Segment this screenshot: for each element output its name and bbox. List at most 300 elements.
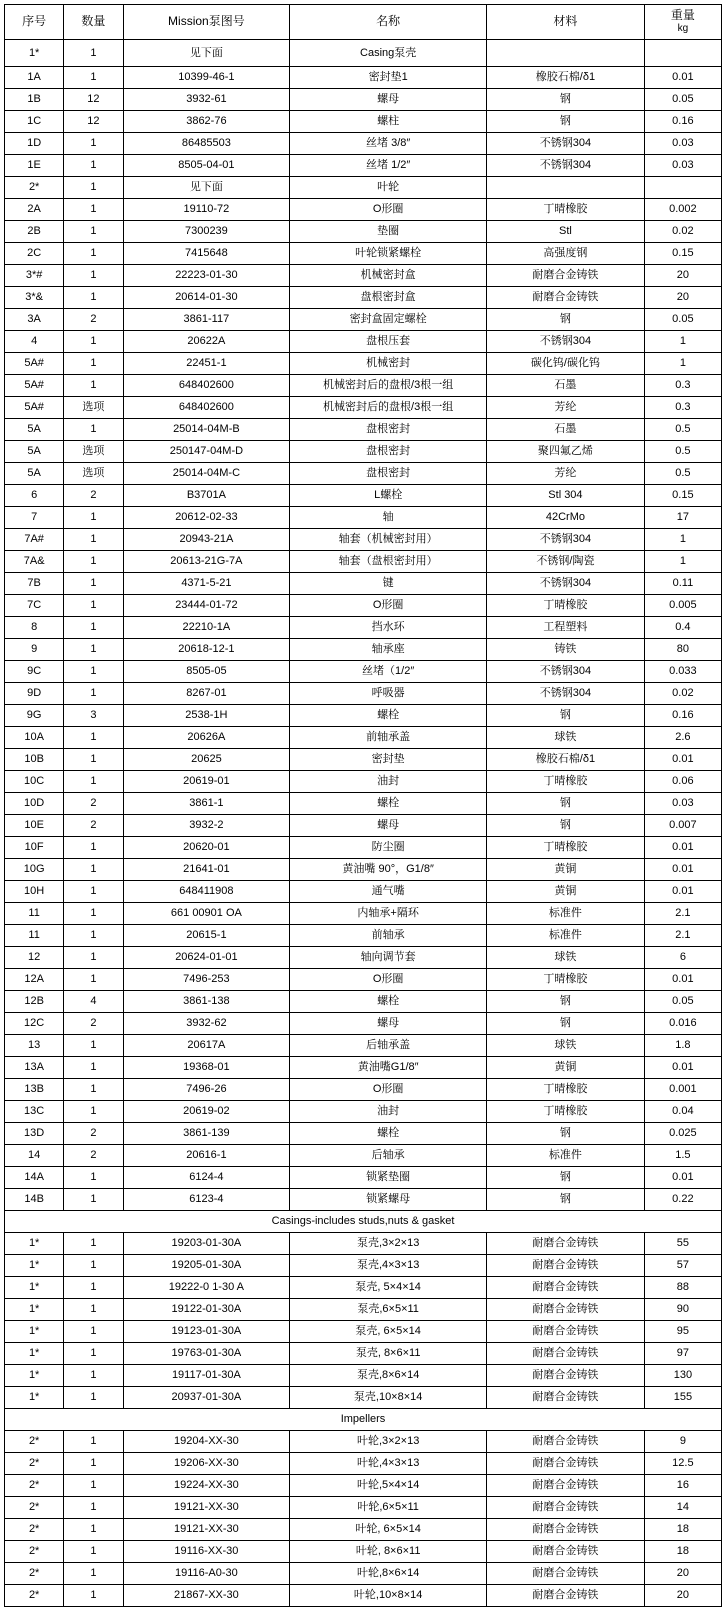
cell-weight: 0.016	[644, 1013, 721, 1035]
cell-name: 轴套（机械密封用）	[290, 529, 487, 551]
cell-no: 10C	[5, 771, 64, 793]
cell-name: 泵壳,3×2×13	[290, 1233, 487, 1255]
cell-material: Stl	[487, 221, 645, 243]
cell-material	[487, 177, 645, 199]
table-row	[5, 441, 722, 463]
cell-weight: 88	[644, 1277, 721, 1299]
table-row	[5, 309, 722, 331]
cell-no: 2*	[5, 1519, 64, 1541]
cell-name: O形圈	[290, 1079, 487, 1101]
cell-material: 聚四氟乙烯	[487, 441, 645, 463]
cell-material: 橡胶石棉/δ1	[487, 749, 645, 771]
cell-qty: 1	[64, 1475, 123, 1497]
cell-name: O形圈	[290, 199, 487, 221]
cell-no: 13B	[5, 1079, 64, 1101]
cell-no: 1D	[5, 133, 64, 155]
cell-name: 黄油嘴 90°，G1/8″	[290, 859, 487, 881]
cell-part-no: 648402600	[123, 375, 290, 397]
cell-name: 轴套（盘根密封用）	[290, 551, 487, 573]
cell-no: 5A#	[5, 353, 64, 375]
cell-part-no: 25014-04M-B	[123, 419, 290, 441]
table-row	[5, 1497, 722, 1519]
table-row	[5, 595, 722, 617]
cell-weight	[644, 40, 721, 67]
cell-no: 5A	[5, 441, 64, 463]
table-row	[5, 1101, 722, 1123]
table-row	[5, 1365, 722, 1387]
cell-name: 密封盒固定螺栓	[290, 309, 487, 331]
cell-no: 1*	[5, 1365, 64, 1387]
cell-no: 9C	[5, 661, 64, 683]
cell-part-no: 20620-01	[123, 837, 290, 859]
cell-material: 标准件	[487, 1145, 645, 1167]
header-cell-name: 名称	[290, 5, 487, 40]
cell-weight: 1.5	[644, 1145, 721, 1167]
cell-name: 泵壳, 5×4×14	[290, 1277, 487, 1299]
cell-name: 轴	[290, 507, 487, 529]
table-row	[5, 1343, 722, 1365]
table-row	[5, 1387, 722, 1409]
cell-material: 丁晴橡胶	[487, 1079, 645, 1101]
cell-qty: 1	[64, 375, 123, 397]
table-row	[5, 331, 722, 353]
cell-weight: 0.05	[644, 991, 721, 1013]
cell-name: 机械密封	[290, 353, 487, 375]
cell-part-no: 19121-XX-30	[123, 1519, 290, 1541]
cell-weight: 17	[644, 507, 721, 529]
table-row	[5, 815, 722, 837]
cell-no: 12B	[5, 991, 64, 1013]
section-row	[5, 1211, 722, 1233]
cell-material: 耐磨合金铸铁	[487, 1453, 645, 1475]
cell-qty: 1	[64, 1519, 123, 1541]
cell-qty: 1	[64, 265, 123, 287]
cell-qty: 3	[64, 705, 123, 727]
cell-qty: 1	[64, 1189, 123, 1211]
cell-name: 键	[290, 573, 487, 595]
cell-material: 黄铜	[487, 881, 645, 903]
cell-weight: 0.16	[644, 705, 721, 727]
cell-name: 螺栓	[290, 705, 487, 727]
cell-part-no: 21867-XX-30	[123, 1585, 290, 1607]
cell-qty: 1	[64, 1497, 123, 1519]
cell-qty: 1	[64, 40, 123, 67]
cell-material: 不锈钢304	[487, 573, 645, 595]
table-row	[5, 507, 722, 529]
cell-name: 泵壳, 8×6×11	[290, 1343, 487, 1365]
table-row	[5, 529, 722, 551]
cell-material: 耐磨合金铸铁	[487, 1585, 645, 1607]
cell-weight: 18	[644, 1519, 721, 1541]
cell-part-no: 7496-26	[123, 1079, 290, 1101]
cell-name: 后轴承盖	[290, 1035, 487, 1057]
cell-qty: 1	[64, 529, 123, 551]
cell-part-no: 20625	[123, 749, 290, 771]
cell-no: 7A#	[5, 529, 64, 551]
cell-part-no: 22210-1A	[123, 617, 290, 639]
cell-weight: 0.5	[644, 441, 721, 463]
cell-part-no: 19204-XX-30	[123, 1431, 290, 1453]
table-row	[5, 1189, 722, 1211]
cell-part-no: 3932-61	[123, 89, 290, 111]
cell-part-no: 20615-1	[123, 925, 290, 947]
cell-weight: 0.01	[644, 969, 721, 991]
cell-material: 钢	[487, 89, 645, 111]
cell-material: 工程塑料	[487, 617, 645, 639]
cell-no: 13C	[5, 1101, 64, 1123]
cell-material: 耐磨合金铸铁	[487, 1233, 645, 1255]
cell-material: 丁晴橡胶	[487, 1101, 645, 1123]
cell-no: 2C	[5, 243, 64, 265]
cell-weight: 0.5	[644, 463, 721, 485]
cell-qty: 1	[64, 1365, 123, 1387]
cell-part-no: 250147-04M-D	[123, 441, 290, 463]
table-row	[5, 1057, 722, 1079]
table-row	[5, 1255, 722, 1277]
cell-material: 橡胶石棉/δ1	[487, 67, 645, 89]
cell-no: 2*	[5, 1453, 64, 1475]
cell-no: 3A	[5, 309, 64, 331]
section-title: Impellers	[5, 1409, 722, 1431]
cell-part-no: 20612-02-33	[123, 507, 290, 529]
cell-name: 防尘圈	[290, 837, 487, 859]
cell-qty: 1	[64, 1563, 123, 1585]
cell-weight: 0.01	[644, 1167, 721, 1189]
cell-material: 钢	[487, 991, 645, 1013]
cell-no: 1A	[5, 67, 64, 89]
cell-material: 标准件	[487, 903, 645, 925]
cell-weight: 0.22	[644, 1189, 721, 1211]
cell-name: 叶轮,6×5×11	[290, 1497, 487, 1519]
table-row	[5, 353, 722, 375]
cell-no: 2*	[5, 177, 64, 199]
table-row	[5, 837, 722, 859]
cell-weight: 2.1	[644, 903, 721, 925]
cell-no: 9G	[5, 705, 64, 727]
cell-no: 13	[5, 1035, 64, 1057]
cell-weight: 0.05	[644, 89, 721, 111]
table-row	[5, 243, 722, 265]
cell-part-no: 20619-02	[123, 1101, 290, 1123]
cell-no: 1*	[5, 1299, 64, 1321]
cell-material: 钢	[487, 1123, 645, 1145]
table-row	[5, 67, 722, 89]
cell-qty: 1	[64, 1453, 123, 1475]
cell-no: 1*	[5, 1255, 64, 1277]
cell-name: 盘根密封盒	[290, 287, 487, 309]
cell-material: 钢	[487, 111, 645, 133]
cell-no: 2A	[5, 199, 64, 221]
cell-weight: 14	[644, 1497, 721, 1519]
cell-no: 11	[5, 903, 64, 925]
cell-material: 球铁	[487, 1035, 645, 1057]
cell-part-no: 20937-01-30A	[123, 1387, 290, 1409]
cell-name: 丝堵（1/2″	[290, 661, 487, 683]
cell-material: 不锈钢304	[487, 529, 645, 551]
cell-weight: 1	[644, 529, 721, 551]
cell-qty: 2	[64, 793, 123, 815]
cell-part-no: 3862-76	[123, 111, 290, 133]
cell-qty: 1	[64, 1255, 123, 1277]
cell-weight: 0.001	[644, 1079, 721, 1101]
cell-no: 9	[5, 639, 64, 661]
table-row	[5, 89, 722, 111]
cell-part-no: 6124-4	[123, 1167, 290, 1189]
cell-material: 钢	[487, 1189, 645, 1211]
table-row	[5, 1233, 722, 1255]
cell-no: 3*#	[5, 265, 64, 287]
cell-name: 泵壳,6×5×11	[290, 1299, 487, 1321]
cell-part-no: 3861-117	[123, 309, 290, 331]
cell-name: L螺栓	[290, 485, 487, 507]
cell-name: 通气嘴	[290, 881, 487, 903]
cell-material: 耐磨合金铸铁	[487, 287, 645, 309]
cell-material: 钢	[487, 815, 645, 837]
cell-material: 铸铁	[487, 639, 645, 661]
cell-part-no: 19117-01-30A	[123, 1365, 290, 1387]
cell-part-no: 见下面	[123, 40, 290, 67]
cell-part-no: 3932-62	[123, 1013, 290, 1035]
table-row	[5, 1321, 722, 1343]
cell-no: 11	[5, 925, 64, 947]
cell-weight: 0.16	[644, 111, 721, 133]
cell-qty: 1	[64, 419, 123, 441]
cell-weight: 0.4	[644, 617, 721, 639]
cell-material: 钢	[487, 1013, 645, 1035]
cell-material: 不锈钢304	[487, 661, 645, 683]
cell-no: 12	[5, 947, 64, 969]
table-row	[5, 947, 722, 969]
cell-no: 13D	[5, 1123, 64, 1145]
table-row	[5, 1475, 722, 1497]
cell-part-no: 661 00901 OA	[123, 903, 290, 925]
cell-part-no: 2538-1H	[123, 705, 290, 727]
cell-qty: 1	[64, 551, 123, 573]
cell-no: 2*	[5, 1497, 64, 1519]
cell-part-no: 7496-253	[123, 969, 290, 991]
cell-qty: 1	[64, 1321, 123, 1343]
cell-name: 盘根密封	[290, 441, 487, 463]
cell-part-no: 20626A	[123, 727, 290, 749]
cell-qty: 1	[64, 727, 123, 749]
cell-qty: 1	[64, 661, 123, 683]
cell-part-no: 20617A	[123, 1035, 290, 1057]
table-row	[5, 1145, 722, 1167]
cell-name: 螺母	[290, 1013, 487, 1035]
cell-no: 10E	[5, 815, 64, 837]
cell-weight: 0.025	[644, 1123, 721, 1145]
cell-part-no: 23444-01-72	[123, 595, 290, 617]
cell-weight: 20	[644, 287, 721, 309]
cell-part-no: 8267-01	[123, 683, 290, 705]
cell-no: 2*	[5, 1431, 64, 1453]
cell-no: 7A&	[5, 551, 64, 573]
cell-name: 密封垫	[290, 749, 487, 771]
table-row	[5, 661, 722, 683]
cell-no: 1*	[5, 1343, 64, 1365]
cell-qty: 选项	[64, 441, 123, 463]
cell-name: 叶轮,10×8×14	[290, 1585, 487, 1607]
cell-qty: 1	[64, 243, 123, 265]
cell-weight: 0.15	[644, 485, 721, 507]
cell-name: 叶轮,3×2×13	[290, 1431, 487, 1453]
cell-qty: 选项	[64, 463, 123, 485]
cell-name: 垫圈	[290, 221, 487, 243]
cell-material: 耐磨合金铸铁	[487, 1321, 645, 1343]
cell-material: 不锈钢304	[487, 331, 645, 353]
cell-name: 盘根密封	[290, 419, 487, 441]
parts-table	[4, 4, 722, 1607]
cell-name: 机械密封后的盘根/3根一组	[290, 375, 487, 397]
cell-no: 7B	[5, 573, 64, 595]
cell-part-no: 3861-1	[123, 793, 290, 815]
cell-no: 10B	[5, 749, 64, 771]
cell-no: 10H	[5, 881, 64, 903]
cell-qty: 1	[64, 1299, 123, 1321]
cell-no: 2*	[5, 1541, 64, 1563]
cell-part-no: 20613-21G-7A	[123, 551, 290, 573]
cell-qty: 1	[64, 221, 123, 243]
cell-qty: 1	[64, 837, 123, 859]
cell-weight: 2.6	[644, 727, 721, 749]
cell-material: 耐磨合金铸铁	[487, 1299, 645, 1321]
cell-no: 8	[5, 617, 64, 639]
cell-qty: 12	[64, 89, 123, 111]
cell-no: 10D	[5, 793, 64, 815]
cell-part-no: 3861-139	[123, 1123, 290, 1145]
cell-name: 油封	[290, 771, 487, 793]
cell-no: 7	[5, 507, 64, 529]
cell-name: 叶轮锁紧螺栓	[290, 243, 487, 265]
cell-weight: 0.02	[644, 221, 721, 243]
table-row	[5, 1167, 722, 1189]
cell-material: 不锈钢304	[487, 133, 645, 155]
cell-material: 钢	[487, 793, 645, 815]
table-row	[5, 133, 722, 155]
cell-part-no: 3861-138	[123, 991, 290, 1013]
cell-qty: 1	[64, 859, 123, 881]
cell-no: 12A	[5, 969, 64, 991]
cell-material: 耐磨合金铸铁	[487, 1387, 645, 1409]
cell-weight: 0.03	[644, 133, 721, 155]
table-row	[5, 221, 722, 243]
table-row	[5, 397, 722, 419]
cell-name: 叶轮, 8×6×11	[290, 1541, 487, 1563]
cell-weight: 55	[644, 1233, 721, 1255]
cell-name: 螺栓	[290, 1123, 487, 1145]
cell-weight: 20	[644, 1585, 721, 1607]
table-row	[5, 375, 722, 397]
table-row	[5, 265, 722, 287]
header-cell-weight	[644, 5, 721, 40]
table-row	[5, 705, 722, 727]
cell-material: 耐磨合金铸铁	[487, 1475, 645, 1497]
cell-part-no: 19116-A0-30	[123, 1563, 290, 1585]
cell-weight: 12.5	[644, 1453, 721, 1475]
cell-material: 钢	[487, 705, 645, 727]
cell-weight: 0.3	[644, 375, 721, 397]
cell-no: 10G	[5, 859, 64, 881]
cell-no: 4	[5, 331, 64, 353]
table-header	[5, 5, 722, 40]
cell-qty: 2	[64, 1145, 123, 1167]
table-row	[5, 551, 722, 573]
cell-no: 10A	[5, 727, 64, 749]
cell-qty: 1	[64, 133, 123, 155]
cell-weight: 0.033	[644, 661, 721, 683]
cell-weight: 0.06	[644, 771, 721, 793]
table-row	[5, 199, 722, 221]
cell-no: 7C	[5, 595, 64, 617]
cell-no: 14	[5, 1145, 64, 1167]
cell-part-no: 25014-04M-C	[123, 463, 290, 485]
cell-material: 石墨	[487, 375, 645, 397]
cell-part-no: 20619-01	[123, 771, 290, 793]
cell-weight: 1	[644, 331, 721, 353]
cell-name: 机械密封盒	[290, 265, 487, 287]
cell-qty: 1	[64, 1343, 123, 1365]
cell-qty: 2	[64, 309, 123, 331]
cell-material: 耐磨合金铸铁	[487, 1365, 645, 1387]
table-row	[5, 40, 722, 67]
table-row	[5, 749, 722, 771]
cell-material: 耐磨合金铸铁	[487, 1519, 645, 1541]
cell-no: 1*	[5, 1387, 64, 1409]
cell-weight: 95	[644, 1321, 721, 1343]
cell-name: 螺母	[290, 89, 487, 111]
table-row	[5, 1563, 722, 1585]
cell-weight: 6	[644, 947, 721, 969]
cell-qty: 1	[64, 507, 123, 529]
cell-qty: 1	[64, 1431, 123, 1453]
table-row	[5, 1585, 722, 1607]
table-row	[5, 1431, 722, 1453]
cell-part-no: 22451-1	[123, 353, 290, 375]
cell-part-no: 10399-46-1	[123, 67, 290, 89]
cell-name: 叶轮,5×4×14	[290, 1475, 487, 1497]
cell-weight: 57	[644, 1255, 721, 1277]
cell-part-no: 20622A	[123, 331, 290, 353]
cell-qty: 1	[64, 1585, 123, 1607]
cell-name: 螺母	[290, 815, 487, 837]
cell-no: 1*	[5, 1321, 64, 1343]
cell-material: 耐磨合金铸铁	[487, 1255, 645, 1277]
cell-qty: 1	[64, 1057, 123, 1079]
cell-material: 不锈钢304	[487, 155, 645, 177]
cell-no: 14B	[5, 1189, 64, 1211]
cell-qty: 1	[64, 639, 123, 661]
cell-qty: 1	[64, 353, 123, 375]
cell-material: 芳纶	[487, 463, 645, 485]
cell-part-no: 648411908	[123, 881, 290, 903]
cell-no: 6	[5, 485, 64, 507]
cell-qty: 1	[64, 683, 123, 705]
cell-qty: 1	[64, 67, 123, 89]
cell-weight: 0.03	[644, 793, 721, 815]
cell-name: 盘根密封	[290, 463, 487, 485]
cell-name: 前轴承盖	[290, 727, 487, 749]
cell-material: 耐磨合金铸铁	[487, 1541, 645, 1563]
cell-name: 泵壳,10×8×14	[290, 1387, 487, 1409]
table-row	[5, 1013, 722, 1035]
cell-weight: 0.01	[644, 1057, 721, 1079]
cell-name: 轴向调节套	[290, 947, 487, 969]
cell-no: 2B	[5, 221, 64, 243]
cell-weight: 1	[644, 551, 721, 573]
cell-qty: 1	[64, 947, 123, 969]
cell-qty: 1	[64, 1233, 123, 1255]
cell-material: 高强度钢	[487, 243, 645, 265]
